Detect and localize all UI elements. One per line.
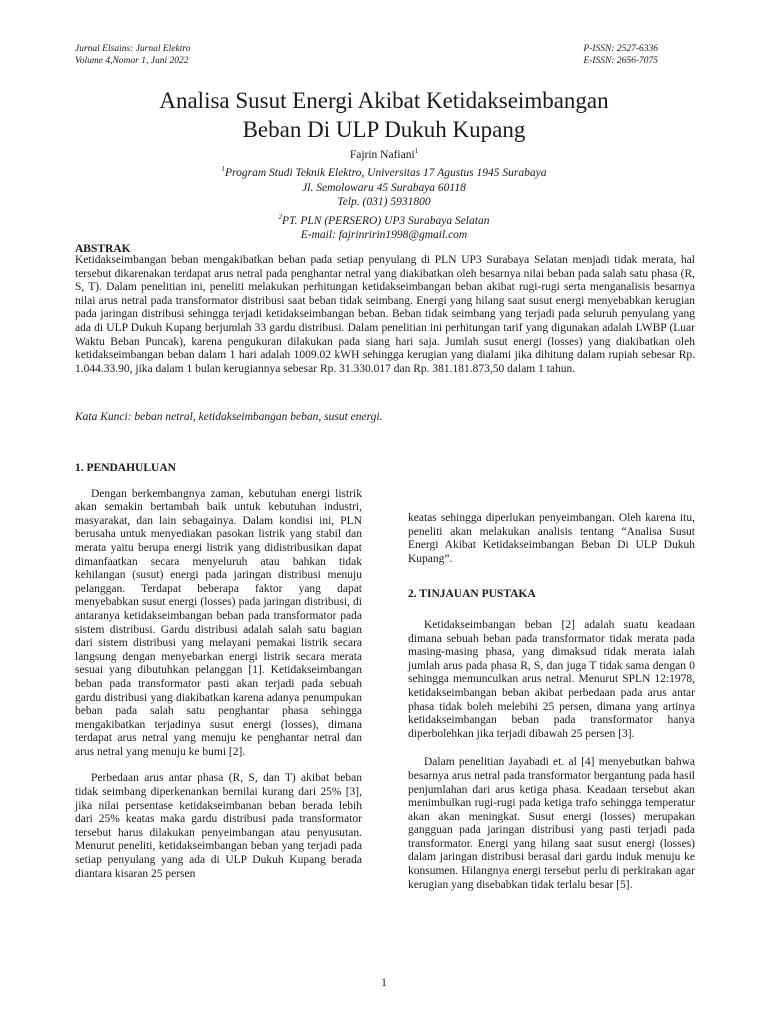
address: Jl. Semolowaru 45 Surabaya 60118 [302, 181, 466, 194]
e-issn: E-ISSN: 2656-7075 [583, 56, 658, 66]
journal-header-left [75, 43, 190, 67]
section-1-heading: 1. PENDAHULUAN [75, 462, 176, 474]
left-column [75, 462, 362, 881]
journal-header-right [583, 43, 658, 67]
p-issn: P-ISSN: 2527-6336 [583, 44, 658, 54]
keywords: Kata Kunci: beban netral, ketidakseimbangan beban, susut energi. [75, 411, 383, 423]
journal-volume: Volume 4,Nomor 1, Juni 2022 [75, 56, 189, 66]
title-line-1: Analisa Susut Energi Akibat Ketidakseimbangan [159, 88, 609, 113]
intro-paragraph-continued: keatas sehingga diperlukan penyeimbangan. Oleh karena itu, peneliti akan melakukan analisis tentang “Analisa Susut Energi Akibat Ketidakseimbangan Beban Di ULP Dukuh Kupang”. [408, 512, 695, 565]
affiliation-2-line [40, 210, 728, 228]
abstract-heading: ABSTRAK [75, 243, 131, 255]
aff2-sup: 2 [278, 213, 283, 222]
aff1-sup: 1 [221, 165, 226, 174]
author-name-line [40, 144, 728, 162]
review-paragraph-2: Dalam penelitian Jayabadi et. al [4] menyebutkan bahwa besarnya arus netral pada transformator bergantung pada hasil penjumlahan dari arus ketiga phasa. Keadaan tersebut akan menimbulkan rugi-rugi pada ketiga trafo sehingga temperatur akan akan meningkat. Susut energi (losses) merupakan gangguan pada jaringan distribusi yang pasti terjadi pada transformator. Energi yang hilang saat susut energi (losses) dalam jaringan distribusi berasal dari gardu induk menuju ke konsumen. Hilangnya energi tersebut perlu di perkirakan agar kerugian yang disebabkan tidak terlalu besar [5]. [408, 756, 695, 891]
phone: Telp. (031) 5931800 [337, 196, 431, 209]
author-sup: 1 [414, 147, 419, 155]
intro-paragraph-2: Perbedaan arus antar phasa (R, S, dan T) akibat beban tidak seimbang diperkenankan bernilai kurang dari 25% [3], jika nilai persentase ketidakseimbanan beban berada lebih dari 25% keatas maka gardu distribusi pada transformator tersebut harus dilakukan penyeimbangan atau penyusutan. Menurut peneliti, ketidakseimbangan beban yang terjadi pada setiap penyulang yang ada di ULP Dukuh Kupang berada diantara kisaran 25 persen [75, 772, 362, 880]
page-number: 1 [381, 977, 387, 989]
abstract-body: Ketidakseimbangan beban mengakibatkan beban pada setiap penyulang di PLN UP3 Surabaya Selatan menjadi tidak merata, hal tersebut dikarenakan terdapat arus netral pada penghantar netral yang diakibatkan oleh besarnya nilai beban pada salah satu phasa (R, S, T). Dalam penelitian ini, peneliti melakukan perhitungan ketidakseimbangan beban akibat rugi-rugi serta menganalisis besarnya nilai arus netral pada transformator distribusi saat beban tidak seimbang. Energi yang hilang saat susut energi menyebabkan kerugian pada jaringan distribusi sehingga terjadi ketidakseimbangan beban. Beban tidak seimbang yang terjadi pada seluruh penyulang yang ada di ULP Dukuh Kupang berjumlah 33 gardu distribusi. Dalam penelitian ini perhitungan tarif yang digunakan adalah LWBP (Luar Waktu Beban Puncak), karena pengukuran dilakukan pada siang hari saja. Jumlah susut energi (losses) yang diakibatkan oleh ketidakseimbangan beban dalam 1 hari adalah 1009.02 kWH sehingga kerugian yang dialami jika dihitung dalam rupiah sebesar Rp. 1.044.33.90, jika dalam 1 bulan kerugiannya sebesar Rp. 31.330.017 dan Rp. 381.181.873,50 dalam 1 tahun. [75, 254, 695, 375]
section-2-heading: 2. TINJAUAN PUSTAKA [408, 588, 536, 601]
affiliation-2: PT. PLN (PERSERO) UP3 Surabaya Selatan [282, 214, 490, 227]
review-paragraph-1: Ketidakseimbangan beban [2] adalah suatu keadaan dimana sebuah beban pada transformator tidak merata pada masing-masing phasa, yang dimaksud tidak merata ialah jumlah arus pada phasa R, S, dan juga T tidak sama dengan 0 sehingga memunculkan arus netral. Menurut SPLN 12:1978, ketidakseimbangan beban akibat perbedaan pada arus antar phasa tidak boleh melebihi 25 persen, dimana yang artinya ketidakseimbangan beban pada transformator hanya diperbolehkan jika terjadi dibawah 25 persen [3]. [408, 618, 695, 740]
title-line-2: Beban Di ULP Dukuh Kupang [242, 117, 526, 142]
journal-name: Jurnal Elsains: Jurnal Elektro [75, 44, 191, 54]
author-name: Fajrin Nafiani [349, 148, 415, 161]
paper-title [40, 86, 728, 144]
intro-paragraph-1: Dengan berkembangnya zaman, kebutuhan energi listrik akan semakin bertambah baik untuk kebutuhan industri, masyarakat, dan lain sebagainya. Dalam kondisi ini, PLN berusaha untuk menyediakan pasokan listrik yang stabil dan merata yaitu berupa energi listrik yang didistribusikan dapat dimanfaatkan secara menyeluruh atau bahkan tidak kehilangan (susut) energi pada jaringan distribusi menuju pelanggan. Terdapat beberapa faktor yang dapat menyebabkan susut energi (losses) pada jaringan distribusi, di antaranya ketidakseimbangan beban pada transformator pada sistem distribusi. Gardu distribusi adalah salah satu bagian dari sistem distribusi yang melayani pemakai listrik secara langsung dengan menyebarkan energi listrik secara merata sesuai yang dibutuhkan pelanggan [1]. Ketidakseimbangan beban pada transformator pasti akan terjadi pada sebuah gardu distribusi yang diakibatkan karena adanya penumpukan beban pada salah satu penghantar phasa sehingga mengakibatkan terjadinya susut energi (losses), dimana terdapat arus netral yang menuju ke penghantar netral dan arus netral yang menuju ke bumi [2]. [75, 487, 362, 758]
author-block [40, 144, 728, 243]
affiliation-1: Program Studi Teknik Elektro, Universitas 17 Agustus 1945 Surabaya [225, 167, 547, 180]
right-column [408, 512, 695, 892]
email: E-mail: fajrinririn1998@gmail.com [300, 229, 468, 242]
affiliation-1-line [40, 162, 728, 180]
